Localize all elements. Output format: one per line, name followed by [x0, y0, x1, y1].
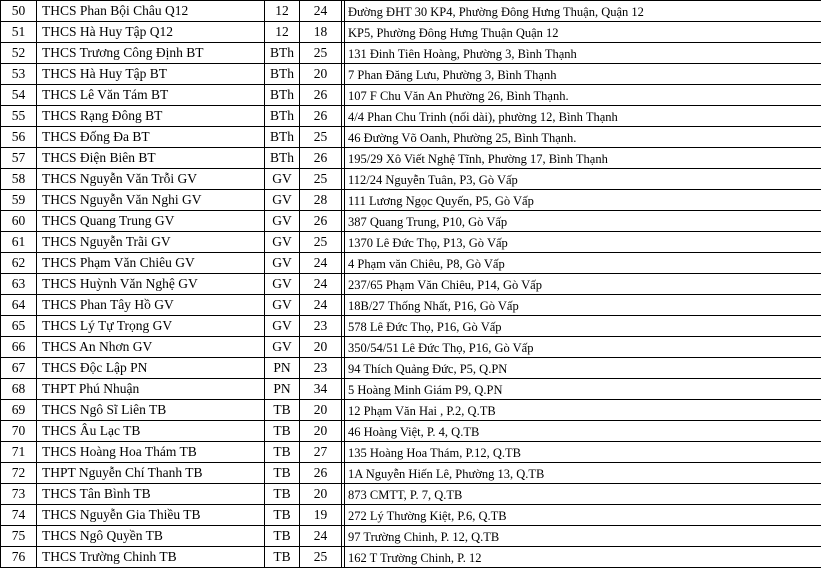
school-address: 107 F Chu Văn An Phường 26, Bình Thạnh.	[345, 85, 821, 106]
table-row	[1, 127, 821, 148]
school-name: THCS Nguyễn Gia Thiều TB	[37, 505, 265, 526]
school-name: THCS Phạm Văn Chiêu GV	[37, 253, 265, 274]
school-address: 873 CMTT, P. 7, Q.TB	[345, 484, 821, 505]
class-count: 20	[300, 400, 342, 421]
district-code: TB	[265, 547, 300, 568]
row-number: 51	[1, 22, 37, 43]
table-row	[1, 274, 821, 295]
row-number: 71	[1, 442, 37, 463]
table-row	[1, 400, 821, 421]
district-code: GV	[265, 295, 300, 316]
school-address: 7 Phan Đăng Lưu, Phường 3, Bình Thạnh	[345, 64, 821, 85]
row-number: 57	[1, 148, 37, 169]
school-name: THCS Hà Huy Tập BT	[37, 64, 265, 85]
school-address: 4/4 Phan Chu Trinh (nối dài), phường 12, Bình Thạnh	[345, 106, 821, 127]
row-number: 55	[1, 106, 37, 127]
class-count: 26	[300, 463, 342, 484]
class-count: 18	[300, 22, 342, 43]
row-number: 62	[1, 253, 37, 274]
school-name: THCS Nguyễn Văn Trỗi GV	[37, 169, 265, 190]
school-name: THCS Ngô Sĩ Liên TB	[37, 400, 265, 421]
school-name: THCS Hoàng Hoa Thám TB	[37, 442, 265, 463]
district-code: TB	[265, 400, 300, 421]
district-code: GV	[265, 337, 300, 358]
school-name: THCS Huỳnh Văn Nghệ GV	[37, 274, 265, 295]
school-name: THPT Nguyễn Chí Thanh TB	[37, 463, 265, 484]
school-address: 46 Hoàng Việt, P. 4, Q.TB	[345, 421, 821, 442]
row-number: 76	[1, 547, 37, 568]
district-code: TB	[265, 421, 300, 442]
district-code: GV	[265, 211, 300, 232]
district-code: TB	[265, 505, 300, 526]
row-number: 60	[1, 211, 37, 232]
school-name: THPT Phú Nhuận	[37, 379, 265, 400]
table-row	[1, 484, 821, 505]
table-row	[1, 421, 821, 442]
school-name: THCS Rạng Đông BT	[37, 106, 265, 127]
school-address: 1370 Lê Đức Thọ, P13, Gò Vấp	[345, 232, 821, 253]
table-row	[1, 148, 821, 169]
district-code: GV	[265, 232, 300, 253]
class-count: 26	[300, 106, 342, 127]
table-row	[1, 295, 821, 316]
district-code: 12	[265, 22, 300, 43]
school-address: 578 Lê Đức Thọ, P16, Gò Vấp	[345, 316, 821, 337]
row-number: 67	[1, 358, 37, 379]
school-name: THCS Trương Công Định BT	[37, 43, 265, 64]
district-code: GV	[265, 169, 300, 190]
class-count: 25	[300, 547, 342, 568]
class-count: 34	[300, 379, 342, 400]
district-code: BTh	[265, 106, 300, 127]
table-row	[1, 442, 821, 463]
school-address: 46 Đường Võ Oanh, Phường 25, Bình Thạnh.	[345, 127, 821, 148]
table-row	[1, 22, 821, 43]
table-row	[1, 337, 821, 358]
school-name: THCS Quang Trung GV	[37, 211, 265, 232]
school-name: THCS An Nhơn GV	[37, 337, 265, 358]
school-address: 94 Thích Quảng Đức, P5, Q.PN	[345, 358, 821, 379]
row-number: 56	[1, 127, 37, 148]
school-address: 18B/27 Thống Nhất, P16, Gò Vấp	[345, 295, 821, 316]
table-row	[1, 358, 821, 379]
district-code: GV	[265, 316, 300, 337]
class-count: 26	[300, 211, 342, 232]
table-row	[1, 211, 821, 232]
row-number: 66	[1, 337, 37, 358]
class-count: 20	[300, 421, 342, 442]
table-row	[1, 526, 821, 547]
class-count: 24	[300, 295, 342, 316]
district-code: BTh	[265, 148, 300, 169]
table-row	[1, 169, 821, 190]
school-name: THCS Nguyễn Văn Nghi GV	[37, 190, 265, 211]
school-address: 237/65 Phạm Văn Chiêu, P14, Gò Vấp	[345, 274, 821, 295]
table-row	[1, 64, 821, 85]
class-count: 25	[300, 43, 342, 64]
row-number: 58	[1, 169, 37, 190]
school-name: THCS Phan Tây Hồ GV	[37, 295, 265, 316]
school-address: 135 Hoàng Hoa Thám, P.12, Q.TB	[345, 442, 821, 463]
school-address: Đường ĐHT 30 KP4, Phường Đông Hưng Thuận, Quận 12	[345, 1, 821, 22]
district-code: PN	[265, 358, 300, 379]
district-code: GV	[265, 190, 300, 211]
school-address: 12 Phạm Văn Hai , P.2, Q.TB	[345, 400, 821, 421]
school-name: THCS Lý Tự Trọng GV	[37, 316, 265, 337]
class-count: 25	[300, 169, 342, 190]
class-count: 23	[300, 316, 342, 337]
row-number: 72	[1, 463, 37, 484]
table-row	[1, 232, 821, 253]
school-address: 162 T Trường Chinh, P. 12	[345, 547, 821, 568]
class-count: 24	[300, 253, 342, 274]
row-number: 54	[1, 85, 37, 106]
school-name: THCS Tân Bình TB	[37, 484, 265, 505]
table-row	[1, 547, 821, 568]
district-code: GV	[265, 253, 300, 274]
table-row	[1, 379, 821, 400]
table-row	[1, 505, 821, 526]
school-name: THCS Phan Bội Châu Q12	[37, 1, 265, 22]
class-count: 25	[300, 232, 342, 253]
row-number: 52	[1, 43, 37, 64]
class-count: 28	[300, 190, 342, 211]
table-row	[1, 85, 821, 106]
row-number: 74	[1, 505, 37, 526]
class-count: 20	[300, 484, 342, 505]
district-code: BTh	[265, 85, 300, 106]
district-code: TB	[265, 484, 300, 505]
school-address: 350/54/51 Lê Đức Thọ, P16, Gò Vấp	[345, 337, 821, 358]
district-code: BTh	[265, 64, 300, 85]
class-count: 24	[300, 1, 342, 22]
school-address: 387 Quang Trung, P10, Gò Vấp	[345, 211, 821, 232]
school-name: THCS Nguyễn Trãi GV	[37, 232, 265, 253]
row-number: 53	[1, 64, 37, 85]
table-row	[1, 1, 821, 22]
school-address: 4 Phạm văn Chiêu, P8, Gò Vấp	[345, 253, 821, 274]
row-number: 68	[1, 379, 37, 400]
class-count: 20	[300, 64, 342, 85]
school-name: THCS Độc Lập PN	[37, 358, 265, 379]
table-row	[1, 316, 821, 337]
table-row	[1, 106, 821, 127]
class-count: 25	[300, 127, 342, 148]
school-name: THCS Trường Chinh TB	[37, 547, 265, 568]
row-number: 64	[1, 295, 37, 316]
row-number: 69	[1, 400, 37, 421]
district-code: GV	[265, 274, 300, 295]
school-name: THCS Ngô Quyền TB	[37, 526, 265, 547]
class-count: 26	[300, 148, 342, 169]
school-table-body	[1, 1, 821, 568]
class-count: 27	[300, 442, 342, 463]
table-row	[1, 190, 821, 211]
district-code: BTh	[265, 127, 300, 148]
school-name: THCS Âu Lạc TB	[37, 421, 265, 442]
district-code: 12	[265, 1, 300, 22]
class-count: 24	[300, 526, 342, 547]
class-count: 24	[300, 274, 342, 295]
row-number: 70	[1, 421, 37, 442]
class-count: 20	[300, 337, 342, 358]
school-address: 111 Lương Ngọc Quyến, P5, Gò Vấp	[345, 190, 821, 211]
row-number: 73	[1, 484, 37, 505]
school-address: 112/24 Nguyễn Tuân, P3, Gò Vấp	[345, 169, 821, 190]
school-address: 5 Hoàng Minh Giám P9, Q.PN	[345, 379, 821, 400]
school-address: KP5, Phường Đông Hưng Thuận Quận 12	[345, 22, 821, 43]
row-number: 59	[1, 190, 37, 211]
school-name: THCS Hà Huy Tập Q12	[37, 22, 265, 43]
class-count: 23	[300, 358, 342, 379]
district-code: TB	[265, 526, 300, 547]
school-address: 131 Đinh Tiên Hoàng, Phường 3, Bình Thạnh	[345, 43, 821, 64]
school-address: 1A Nguyễn Hiến Lê, Phường 13, Q.TB	[345, 463, 821, 484]
class-count: 19	[300, 505, 342, 526]
school-name: THCS Đống Đa BT	[37, 127, 265, 148]
row-number: 63	[1, 274, 37, 295]
school-name: THCS Điện Biên BT	[37, 148, 265, 169]
district-code: TB	[265, 442, 300, 463]
table-row	[1, 253, 821, 274]
school-name: THCS Lê Văn Tám BT	[37, 85, 265, 106]
table-row	[1, 43, 821, 64]
row-number: 50	[1, 1, 37, 22]
district-code: BTh	[265, 43, 300, 64]
district-code: PN	[265, 379, 300, 400]
table-row	[1, 463, 821, 484]
class-count: 26	[300, 85, 342, 106]
school-address: 272 Lý Thường Kiệt, P.6, Q.TB	[345, 505, 821, 526]
row-number: 61	[1, 232, 37, 253]
district-code: TB	[265, 463, 300, 484]
school-address: 97 Trường Chinh, P. 12, Q.TB	[345, 526, 821, 547]
row-number: 75	[1, 526, 37, 547]
school-address: 195/29 Xô Viết Nghệ Tĩnh, Phường 17, Bình Thạnh	[345, 148, 821, 169]
row-number: 65	[1, 316, 37, 337]
